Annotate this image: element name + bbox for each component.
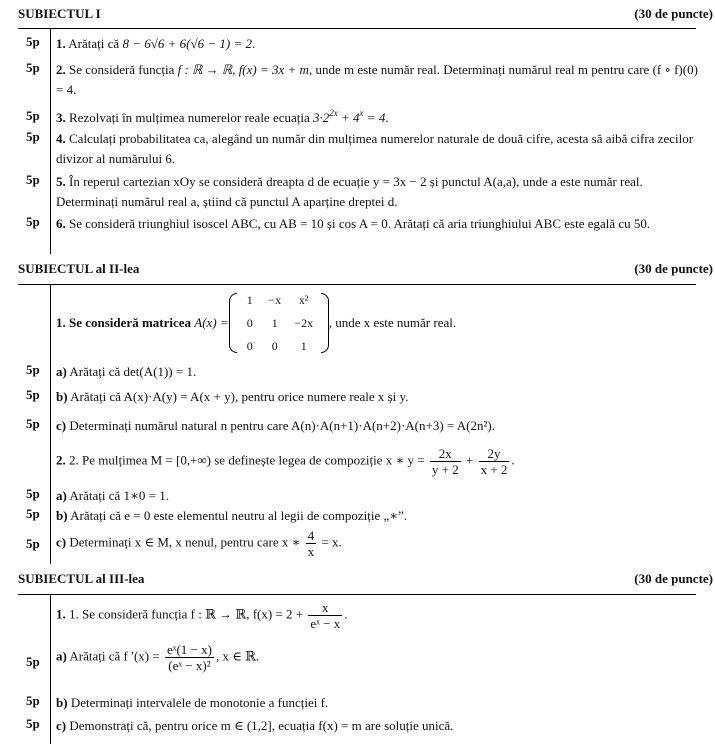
- points-column-rule: [50, 284, 51, 564]
- points-label: 5p: [26, 60, 40, 75]
- points-label: 5p: [26, 362, 40, 377]
- section-3-points: (30 de puncte): [634, 571, 713, 586]
- points-label: 5p: [26, 214, 40, 229]
- section-1-header: [18, 6, 713, 22]
- points-label: 5p: [26, 506, 40, 521]
- points-label: 5p: [26, 172, 40, 187]
- points-label: 5p: [26, 108, 40, 123]
- points-label: 5p: [26, 693, 40, 708]
- matrix: 1 −x x² 0 1 −2x 0 0 1: [229, 290, 329, 356]
- section-3-title: SUBIECTUL al III-lea: [18, 571, 145, 586]
- points-label: 5p: [26, 486, 40, 501]
- section-1-points: (30 de puncte): [634, 6, 713, 21]
- points-label: 5p: [26, 129, 40, 144]
- section-2-header: [18, 261, 713, 277]
- points-label: 5p: [26, 387, 40, 402]
- points-label: 5p: [26, 34, 40, 49]
- points-label: 5p: [26, 654, 40, 669]
- points-label: 5p: [26, 416, 40, 431]
- section-3-header: [18, 571, 713, 587]
- points-label: 5p: [26, 716, 40, 731]
- divider: [18, 284, 696, 285]
- points-column-rule: [50, 594, 51, 744]
- points-label: 5p: [26, 536, 40, 551]
- section-2-points: (30 de puncte): [634, 261, 713, 276]
- section-1-title: SUBIECTUL I: [18, 6, 101, 21]
- divider: [18, 594, 696, 595]
- divider: [18, 28, 696, 29]
- section-2-title: SUBIECTUL al II-lea: [18, 261, 140, 276]
- points-column-rule: [50, 28, 51, 254]
